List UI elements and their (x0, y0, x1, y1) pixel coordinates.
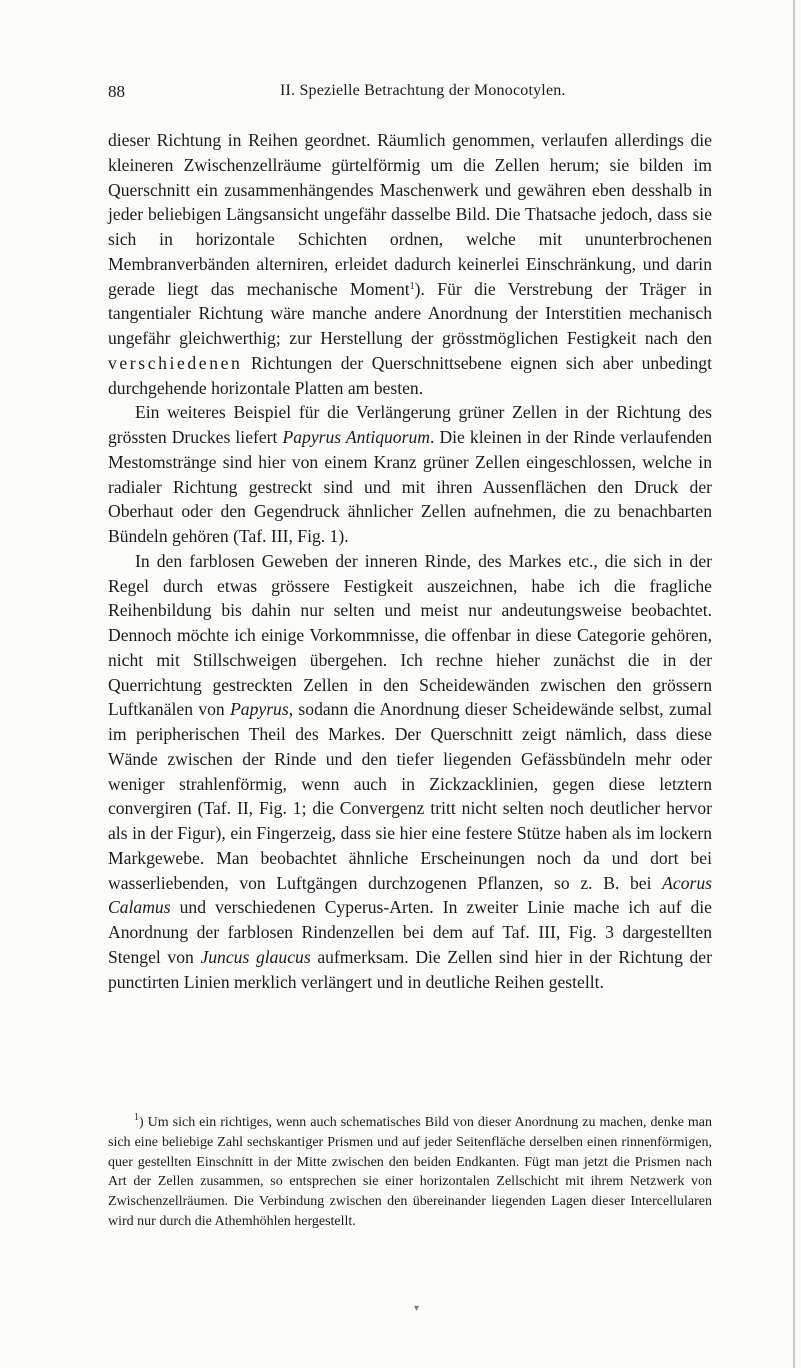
printer-mark: ▾ (414, 1303, 420, 1314)
text-segment: Richtungen der Querschnittsebene eignen sich aber unbedingt durchgehende horizontale Platten am besten. (108, 352, 712, 398)
species-name: Juncus glaucus (200, 946, 311, 967)
text-segment: . Die kleinen in der Rinde verlaufenden Mestomstränge sind hier von einem Kranz grüner Zellen eingeschlossen, welche in radialer Richtung gestreckt sind und mit ihren Aussenflächen den Druck der Oberhaut oder den Gegendruck ähnlicher Zellen aufnehmen, die zu benachbarten Bündeln gehören (Taf. III, Fig. 1). (108, 427, 713, 546)
text-segment: aufmerksam. Die Zellen sind hier in der Richtung der punctirten Linien merklich verlängert und in deutliche Reihen gestellt. (108, 946, 712, 992)
emphasized-word: verschiedenen (108, 352, 243, 373)
page-edge-line (793, 0, 795, 1368)
paragraph-2 (108, 400, 712, 549)
running-head: II. Spezielle Betrachtung der Monocotylen. (280, 82, 566, 99)
footnote-reference: 1 (409, 280, 415, 292)
text-segment: und verschiedenen Cyperus-Arten. In zweiter Linie mache ich auf die Anordnung der farblosen Rindenzellen bei dem auf Taf. III, Fig. 3 dargestellten Stengel von (108, 897, 712, 967)
text-segment: ). Für die Verstrebung der Träger in tangentialer Richtung wäre manche andere Anordnung der Interstitien mechanisch ungefähr gleichwerthig; zur Herstellung der grösstmöglichen Festigkeit nach den (108, 278, 712, 348)
text-segment: dieser Richtung in Reihen geordnet. Räumlich genommen, verlaufen allerdings die kleineren Zwischenzellräume gürtelförmig um die Zellen herum; sie bilden im Querschnitt ein zusammenhängendes Maschenwerk und gewähren eben desshalb in jeder beliebigen Längsansicht ungefähr dasselbe Bild. Die Thatsache jedoch, dass sie sich in horizontale Schichten ordnen, welche mit ununterbrochenen Membranverbänden alterniren, erleidet dadurch keinerlei Einschränkung, und darin gerade liegt das mechanische Moment (108, 130, 712, 299)
page-number: 88 (108, 82, 125, 101)
footnote-text (108, 1113, 712, 1232)
footnote (108, 1113, 712, 1232)
species-name: Papyrus Antiquorum (282, 427, 430, 447)
genus-name: Papyrus (230, 699, 289, 720)
text-segment: In den farblosen Geweben der inneren Rinde, des Markes etc., die sich in der Regel durch etwas grössere Festigkeit auszeichnen, habe ich die fragliche Reihenbildung bis dahin nur selten und meist nur andeutungsweise beobachtet. Dennoch möchte ich einige Vorkommnisse, die offenbar in diese Categorie gehören, nicht mit Stillschweigen übergehen. Ich rechne hieher zunächst die in der Querrichtung gestreckten Zellen in den Scheidewänden zwischen den grössern Luftkanälen von (108, 550, 712, 720)
paragraph-1 (108, 128, 712, 400)
footnote-body: ) Um sich ein richtiges, wenn auch schematisches Bild von dieser Anordnung zu machen, denke man sich eine beliebige Zahl sechskantiger Prismen und auf jeder Seitenfläche derselben einen rinnenförmigen, quer gestellten Einschnitt in der Mitte zwischen den beiden Endkanten. Fügt man jetzt die Prismen nach Art der Zellen zusammen, so entsprechen sie einer horizontalen Zellschicht mit ihrem Netzwerk von Zwischenzellräumen. Die Verbindung zwischen den übereinander liegenden Lagen dieser Intercellularen wird nur durch die Athemhöhlen hergestellt. (108, 1115, 712, 1229)
footnote-marker: 1 (134, 1112, 139, 1123)
text-segment: Ein weiteres Beispiel für die Verlängerung grüner Zellen in der Richtung des grössten Druckes liefert (108, 402, 712, 447)
species-name: Acorus Calamus (108, 872, 712, 918)
paragraph-3 (108, 549, 712, 995)
text-segment: , sodann die Anordnung dieser Scheidewände selbst, zumal im peripherischen Theil des Markes. Der Querschnitt zeigt nämlich, dass diese Wände zwischen der Rinde und den tiefer liegenden Gefässbündeln mehr oder weniger strahlenförmig, wenn auch in Zickzacklinien, gegen diese letztern convergiren (Taf. II, Fig. 1; die Convergenz tritt nicht selten noch deutlicher hervor als in der Figur), ein Fingerzeig, dass sie hier eine festere Stütze haben als im lockern Markgewebe. Man beobachtet ähnliche Erscheinungen noch da und dort bei wasserliebenden, von Luftgängen durchzogenen Pflanzen, so z. B. bei (108, 699, 713, 893)
page-header (108, 82, 708, 106)
body-text (108, 128, 712, 994)
